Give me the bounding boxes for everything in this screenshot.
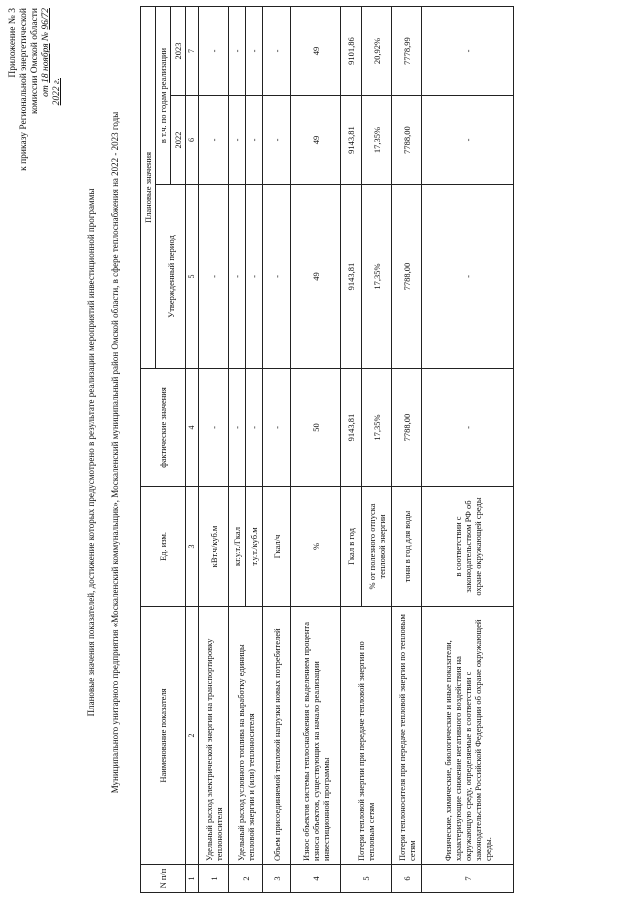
col-number: 3 (186, 487, 199, 607)
annex-order-ref: к приказу Региональной энергетической (19, 8, 29, 171)
approved-value: 7788,00 (392, 185, 422, 369)
annex-commission: комиссии Омской области (30, 8, 40, 114)
indicator-name: Удельный расход электрической энергии на транспортировку теплоносителя (199, 607, 229, 865)
actual-value-percent: 17,35% (362, 369, 392, 487)
value-2023: 7778,99 (392, 6, 422, 95)
row-number: 1 (199, 865, 229, 893)
actual-value: - (199, 369, 229, 487)
header-row-1 (141, 6, 156, 892)
unit: Гкал в год (341, 487, 362, 607)
unit: в соответствии с законодательством РФ об охране окружающей среды (422, 487, 514, 607)
indicator-name: Удельный расход условного топлива на выработку единицы тепловой энергии и (или) теплоносителя (229, 607, 263, 865)
col-number: 5 (186, 185, 199, 369)
value-2022: 49 (291, 96, 341, 185)
header-year-2022: 2022 (171, 96, 186, 185)
value-2022: - (229, 96, 246, 185)
approved-value-percent: 17,35% (362, 185, 392, 369)
value-2023: - (229, 6, 246, 95)
handwritten-date: 18 ноября (41, 43, 51, 83)
document-title-line1: Плановые значения показателей, достижение которых предусмотрено в результате реализации мероприятий инвестиционной программы (86, 188, 96, 717)
actual-value: - (263, 369, 291, 487)
unit: Гкал/ч (263, 487, 291, 607)
unit: тонн в год для воды (392, 487, 422, 607)
annex-header (8, 8, 63, 268)
col-number: 2 (186, 607, 199, 865)
header-planned: Плановые значения (141, 6, 156, 368)
unit-secondary: т.у.т./куб.м (246, 487, 263, 607)
handwritten-year: 2022 г. (52, 78, 62, 106)
row-number: 3 (263, 865, 291, 893)
date-prefix: от (41, 85, 51, 97)
actual-value: 50 (291, 369, 341, 487)
row-number: 6 (392, 865, 422, 893)
approved-value: 9143,81 (341, 185, 362, 369)
value-2023: 9101,86 (341, 6, 362, 95)
value-2022: - (199, 96, 229, 185)
approved-value: - (246, 185, 263, 369)
approved-value: 49 (291, 185, 341, 369)
indicator-name: Износ объектов системы теплоснабжения с выделением процента износа объектов, существующих на начало реализации инвестиционной программы (291, 607, 341, 865)
table-row (199, 6, 229, 892)
indicators-table (140, 6, 514, 893)
annex-date-line (41, 8, 52, 268)
value-2022: 9143,81 (341, 96, 362, 185)
table-row (291, 6, 341, 892)
col-number: 6 (186, 96, 199, 185)
table-row (263, 6, 291, 892)
actual-value: - (229, 369, 246, 487)
approved-value: - (199, 185, 229, 369)
value-2022: - (422, 96, 514, 185)
header-num: N п/п (141, 865, 186, 893)
value-2022: - (246, 96, 263, 185)
actual-value: 9143,81 (341, 369, 362, 487)
actual-value: - (246, 369, 263, 487)
value-2022: - (263, 96, 291, 185)
indicator-name: Объем присоединяемой тепловой нагрузки новых потребителей (263, 607, 291, 865)
indicator-name: Физические, химические, биологические и иные показатели, характеризующие снижение негативного воздействия на окружающую среду, определяемые в соответствии с законодательством Российской Федерации об охране окружающей среды. (422, 607, 514, 865)
indicators-table-wrap (140, 7, 514, 893)
approved-value: - (263, 185, 291, 369)
col-number: 7 (186, 6, 199, 95)
header-by-years: в т.ч. по годам реализации (156, 6, 171, 184)
row-number: 4 (291, 865, 341, 893)
value-2022-percent: 17,35% (362, 96, 392, 185)
value-2023-percent: 20,92% (362, 6, 392, 95)
row-number: 7 (422, 865, 514, 893)
col-number: 1 (186, 865, 199, 893)
value-2022: 7788,00 (392, 96, 422, 185)
header-unit: Ед. изм. (141, 487, 186, 607)
table-row (392, 6, 422, 892)
value-2023: 49 (291, 6, 341, 95)
value-2023: - (422, 6, 514, 95)
approved-value: - (422, 185, 514, 369)
unit-secondary: % от полезного отпуска тепловой энергии (362, 487, 392, 607)
handwritten-number: 96/72 (41, 8, 51, 30)
header-name: Наименование показателя (141, 607, 186, 865)
row-number: 2 (229, 865, 263, 893)
value-2023: - (263, 6, 291, 95)
header-approved-period: Утвержденный период (156, 185, 186, 369)
value-2023: - (246, 6, 263, 95)
document-title-line2: Муниципального унитарного предприятия «Москаленский коммунальщик», Москаленский муниципальный район Омской области, в сфере теплоснабжения на 2022 - 2023 годы (110, 111, 120, 794)
table-row (341, 6, 362, 892)
number-prefix: № (41, 32, 51, 41)
annex-number: Приложение № 3 (8, 8, 18, 78)
header-actual: фактические значения (141, 369, 186, 487)
actual-value: 7788,00 (392, 369, 422, 487)
indicator-name: Потери теплоносителя при передаче тепловой энергии по тепловым сетям (392, 607, 422, 865)
approved-value: - (229, 185, 246, 369)
indicator-name: Потери тепловой энергии при передаче тепловой энергии по тепловым сетям (341, 607, 392, 865)
col-number: 4 (186, 369, 199, 487)
unit: % (291, 487, 341, 607)
column-number-row (186, 6, 199, 892)
table-row (422, 6, 514, 892)
unit: кг.у.т./Гкал (229, 487, 246, 607)
table-row (229, 6, 246, 892)
row-number: 5 (341, 865, 392, 893)
actual-value: - (422, 369, 514, 487)
value-2023: - (199, 6, 229, 95)
header-year-2023: 2023 (171, 6, 186, 95)
unit: кВт.ч/куб.м (199, 487, 229, 607)
